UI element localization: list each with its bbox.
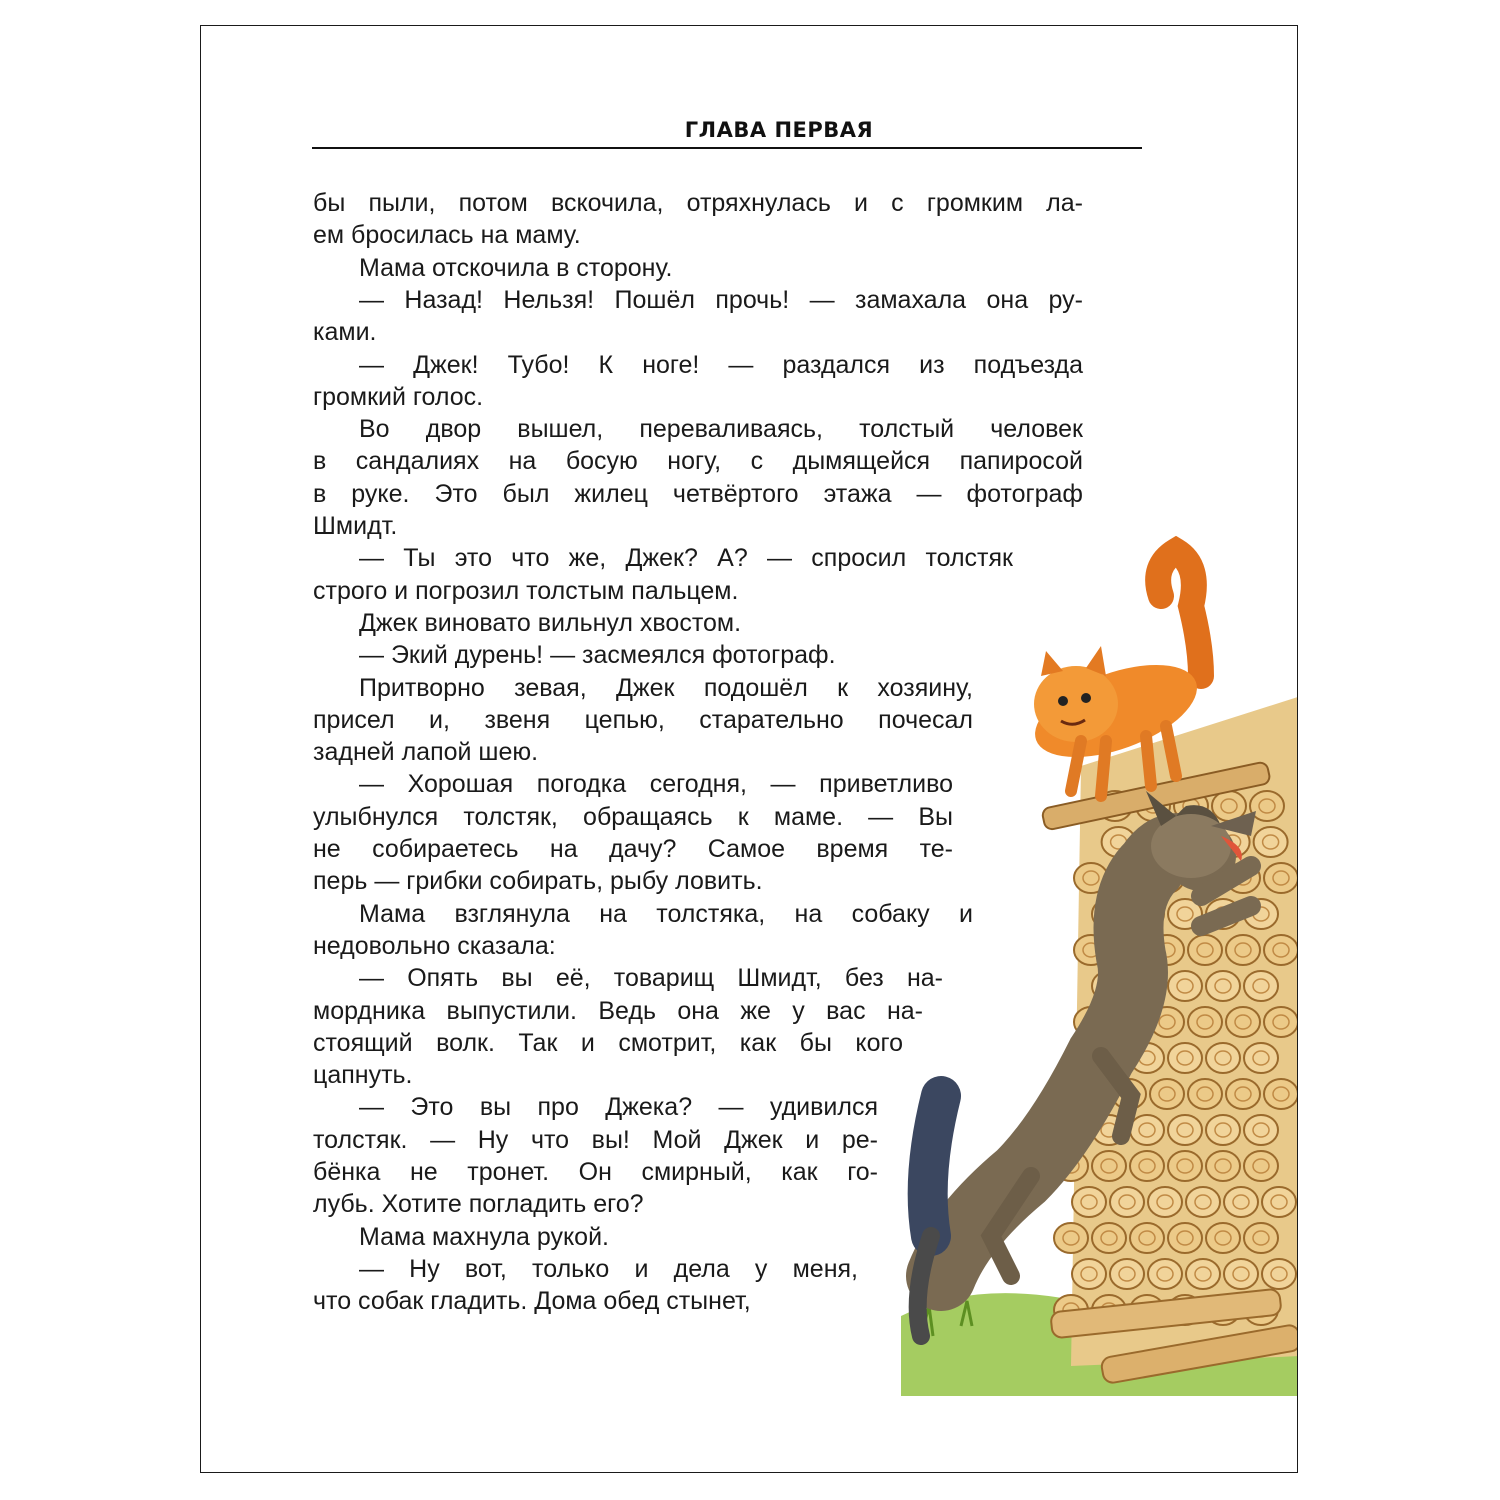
log-end bbox=[1264, 1007, 1298, 1037]
text-line: строго и погрозил толстым пальцем. bbox=[313, 576, 739, 605]
text-line: бы пыли, потом вскочила, отряхнулась и с громким ла- bbox=[313, 189, 1083, 217]
log-end bbox=[1244, 1115, 1278, 1145]
log-end bbox=[1206, 1043, 1240, 1073]
log-end bbox=[1262, 1187, 1296, 1217]
log-end bbox=[1150, 1079, 1184, 1109]
text-line: цапнуть. bbox=[313, 1061, 413, 1090]
log-end bbox=[1244, 971, 1278, 1001]
log-end bbox=[1224, 1187, 1258, 1217]
log-end bbox=[1186, 1187, 1220, 1217]
log-end bbox=[1244, 1043, 1278, 1073]
log-end bbox=[1072, 1187, 1106, 1217]
text-line: недовольно сказала: bbox=[313, 931, 556, 960]
log-end bbox=[1168, 1223, 1202, 1253]
log-end bbox=[1244, 1223, 1278, 1253]
text-line: в сандалиях на босую ногу, с дымящейся папиросой bbox=[313, 447, 1083, 476]
illustration-dog-cat-woodpile bbox=[901, 536, 1298, 1396]
text-line: — Ну вот, только и дела у меня, bbox=[359, 1254, 858, 1283]
text-line: улыбнулся толстяк, обращаясь к маме. — Вы bbox=[313, 802, 953, 831]
book-page bbox=[200, 25, 1298, 1473]
log-end bbox=[1188, 935, 1222, 965]
log-end bbox=[1188, 1079, 1222, 1109]
log-end bbox=[1130, 1115, 1164, 1145]
text-line: в руке. Это был жилец четвёртого этажа — фотограф bbox=[313, 479, 1083, 508]
log-end bbox=[1226, 1079, 1260, 1109]
log-end bbox=[1206, 1151, 1240, 1181]
log-end bbox=[1224, 1259, 1258, 1289]
text-line: Мама взглянула на толстяка, на собаку и bbox=[359, 899, 973, 928]
header-rule bbox=[312, 147, 1142, 149]
text-line: перь — грибки собирать, рыбу ловить. bbox=[313, 867, 763, 896]
log-end bbox=[1226, 1007, 1260, 1037]
log-end bbox=[1130, 1223, 1164, 1253]
text-line: бёнка не тронет. Он смирный, как го- bbox=[313, 1158, 878, 1186]
text-line: присел и, звеня цепью, старательно почесал bbox=[313, 705, 973, 734]
text-line: Шмидт. bbox=[313, 512, 398, 540]
text-line: стоящий волк. Так и смотрит, как бы кого bbox=[313, 1028, 903, 1057]
text-line: толстяк. — Ну что вы! Мой Джек и ре- bbox=[313, 1125, 878, 1154]
text-line: — Экий дурень! — засмеялся фотограф. bbox=[359, 641, 836, 670]
log-end bbox=[1168, 1151, 1202, 1181]
text-line: — Назад! Нельзя! Пошёл прочь! — замахала она ру- bbox=[359, 285, 1083, 314]
text-line: ками. bbox=[313, 318, 377, 347]
log-end bbox=[1206, 1223, 1240, 1253]
text-line: — Джек! Тубо! К ноге! — раздался из подъезда bbox=[359, 350, 1083, 379]
text-line: не собираетесь на дачу? Самое время те- bbox=[313, 835, 953, 863]
log-end bbox=[1206, 971, 1240, 1001]
log-end bbox=[1264, 863, 1298, 893]
log-end bbox=[1168, 1115, 1202, 1145]
text-line: Мама махнула рукой. bbox=[359, 1222, 609, 1251]
text-line: Мама отскочила в сторону. bbox=[359, 253, 673, 282]
text-line: — Хорошая погодка сегодня, — приветливо bbox=[359, 770, 953, 799]
log-end bbox=[1226, 935, 1260, 965]
log-end bbox=[1262, 1259, 1296, 1289]
text-line: лубь. Хотите погладить его? bbox=[313, 1190, 644, 1219]
log-end bbox=[1110, 1187, 1144, 1217]
log-end bbox=[1264, 1079, 1298, 1109]
log-end bbox=[1250, 791, 1284, 821]
log-end bbox=[1244, 1151, 1278, 1181]
log-end bbox=[1130, 1151, 1164, 1181]
text-line: громкий голос. bbox=[313, 382, 484, 411]
text-line: Во двор вышел, переваливаясь, толстый человек bbox=[359, 415, 1083, 444]
log-end bbox=[1264, 935, 1298, 965]
log-end bbox=[1054, 1223, 1088, 1253]
log-end bbox=[1186, 1259, 1220, 1289]
log-end bbox=[1092, 1151, 1126, 1181]
text-line: задней лапой шею. bbox=[313, 738, 539, 767]
log-end bbox=[1148, 1259, 1182, 1289]
log-end bbox=[1188, 1007, 1222, 1037]
text-line: что собак гладить. Дома обед стынет, bbox=[313, 1287, 751, 1316]
text-line: ем бросилась на маму. bbox=[313, 221, 581, 250]
chapter-title: ГЛАВА ПЕРВАЯ bbox=[684, 118, 874, 142]
log-end bbox=[1110, 1259, 1144, 1289]
log-end bbox=[1206, 1115, 1240, 1145]
log-end bbox=[1092, 1223, 1126, 1253]
text-line: Джек виновато вильнул хвостом. bbox=[359, 608, 742, 637]
log-end bbox=[1254, 827, 1288, 857]
text-line: Притворно зевая, Джек подошёл к хозяину, bbox=[359, 673, 973, 702]
log-end bbox=[1148, 1187, 1182, 1217]
log-end bbox=[1168, 1043, 1202, 1073]
text-line: — Опять вы её, товарищ Шмидт, без на- bbox=[359, 964, 943, 993]
log-end bbox=[1072, 1259, 1106, 1289]
text-line: мордника выпустили. Ведь она же у вас на- bbox=[313, 996, 923, 1025]
text-line: — Это вы про Джека? — удивился bbox=[359, 1093, 878, 1122]
log-end bbox=[1168, 971, 1202, 1001]
text-line: — Ты это что же, Джек? А? — спросил толстяк bbox=[359, 544, 1013, 573]
